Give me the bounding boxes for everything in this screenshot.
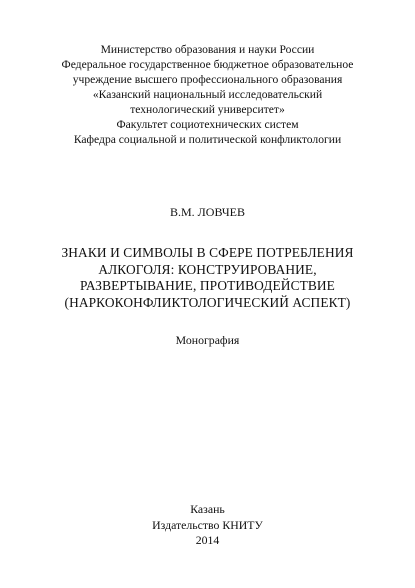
title-line: РАЗВЕРТЫВАНИЕ, ПРОТИВОДЕЙСТВИЕ xyxy=(80,278,335,293)
header-line-university: «Казанский национальный исследовательский xyxy=(92,88,323,101)
imprint-publisher: Издательство КНИТУ xyxy=(152,517,263,532)
title-line: (НАРКОКОНФЛИКТОЛОГИЧЕСКИЙ АСПЕКТ) xyxy=(64,294,351,310)
imprint-city: Казань xyxy=(190,502,225,516)
imprint xyxy=(0,502,415,549)
book-title xyxy=(20,245,395,311)
header-line-ministry: Министерство образования и науки России xyxy=(100,43,315,56)
header-line-federal: Федеральное государственное бюджетное образовательное xyxy=(61,58,354,71)
publication-genre: Монография xyxy=(175,333,240,347)
author-name: В.М. ЛОВЧЕВ xyxy=(169,205,246,219)
imprint-year: 2014 xyxy=(195,533,220,547)
institution-header xyxy=(20,42,395,147)
title-line: ЗНАКИ И СИМВОЛЫ В СФЕРЕ ПОТРЕБЛЕНИЯ xyxy=(61,245,354,260)
header-line-university-cont: технологический университет» xyxy=(130,103,285,116)
header-line-faculty: Факультет социотехнических систем xyxy=(116,118,299,131)
title-line: АЛКОГОЛЯ: КОНСТРУИРОВАНИЕ, xyxy=(98,261,317,277)
header-line-institution: учреждение высшего профессионального образования xyxy=(72,73,343,86)
header-line-department: Кафедра социальной и политической конфликтологии xyxy=(73,133,342,146)
